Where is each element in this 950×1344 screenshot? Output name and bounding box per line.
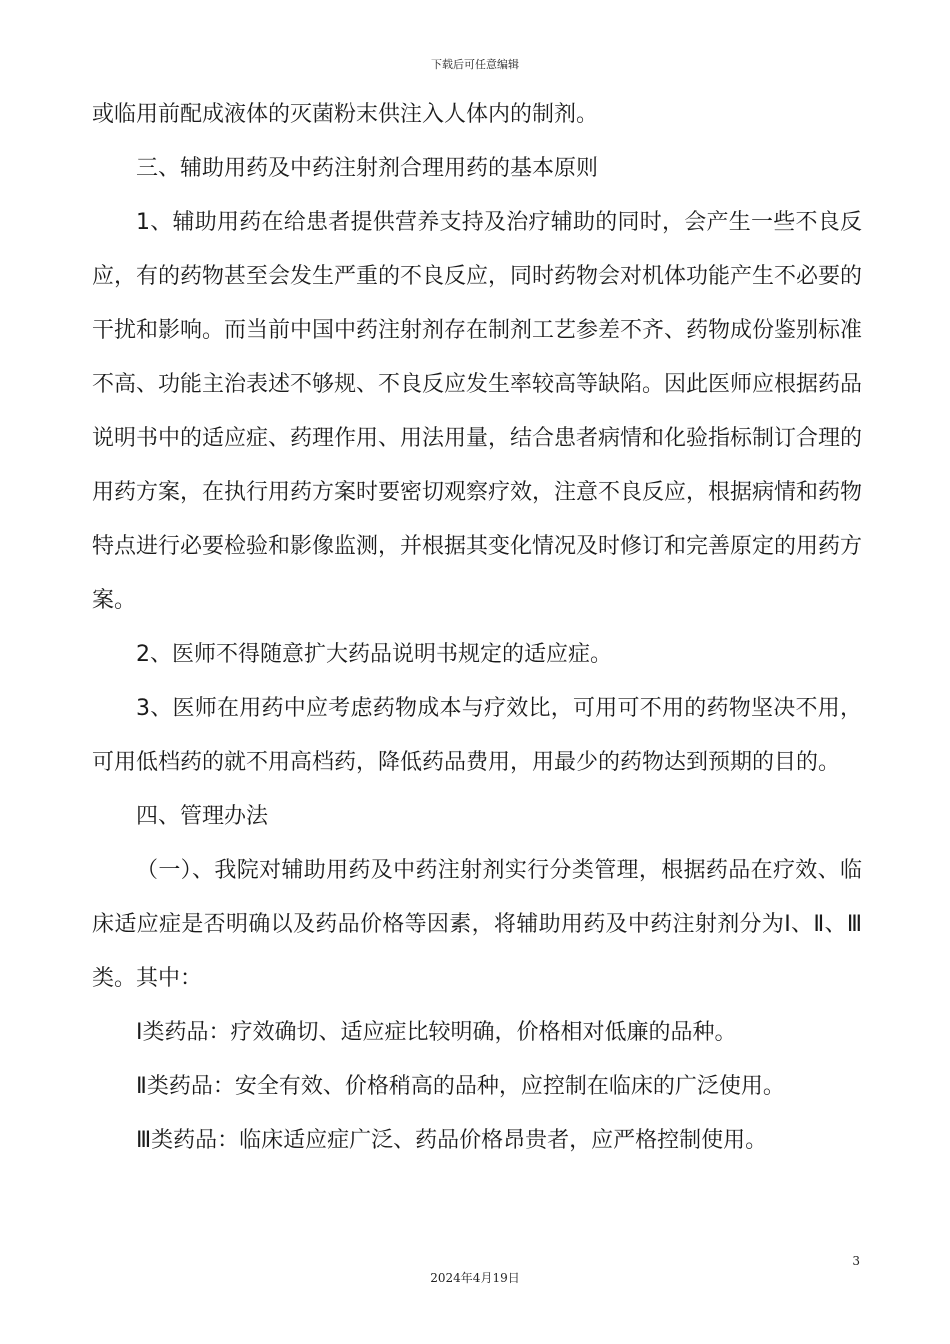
document-body [92, 88, 862, 1168]
page-number: 3 [852, 1254, 860, 1268]
principle-item-3: 3、医师在用药中应考虑药物成本与疗效比，可用可不用的药物坚决不用，可用低档药的就不用高档药，降低药品费用，用最少的药物达到预期的目的。 [92, 696, 862, 775]
principle-item-1: 1、辅助用药在给患者提供营养支持及治疗辅助的同时，会产生一些不良反应，有的药物甚至会发生严重的不良反应，同时药物会对机体功能产生不必要的干扰和影响。而当前中国中药注射剂存在制剂工艺参差不齐、药物成份鉴别标准不高、功能主治表述不够规、不良反应发生率较高等缺陷。因此医师应根据药品说明书中的适应症、药理作用、用法用量，结合患者病情和化验指标制订合理的用药方案，在执行用药方案时要密切观察疗效，注意不良反应，根据病情和药物特点进行必要检验和影像监测，并根据其变化情况及时修订和完善原定的用药方案。 [92, 210, 863, 613]
paragraph-continuation: 或临用前配成液体的灭菌粉末供注入人体内的制剂。 [92, 102, 599, 127]
category-2-description: Ⅱ类药品：安全有效、价格稍高的品种，应控制在临床的广泛使用。 [136, 1074, 785, 1099]
page-header: 下载后可任意编辑 [431, 58, 519, 71]
category-1-description: Ⅰ类药品：疗效确切、适应症比较明确，价格相对低廉的品种。 [136, 1020, 737, 1045]
section-heading-4: 四、管理办法 [136, 804, 269, 829]
management-subsection-1: （一）、我院对辅助用药及中药注射剂实行分类管理，根据药品在疗效、临床适应症是否明确以及药品价格等因素，将辅助用药及中药注射剂分为Ⅰ、Ⅱ、Ⅲ类。其中： [92, 858, 862, 991]
section-heading-3: 三、辅助用药及中药注射剂合理用药的基本原则 [136, 156, 599, 181]
principle-item-2: 2、医师不得随意扩大药品说明书规定的适应症。 [136, 642, 612, 667]
footer-date: 2024年4月19日 [430, 1271, 520, 1285]
category-3-description: Ⅲ类药品：临床适应症广泛、药品价格昂贵者，应严格控制使用。 [136, 1128, 768, 1153]
